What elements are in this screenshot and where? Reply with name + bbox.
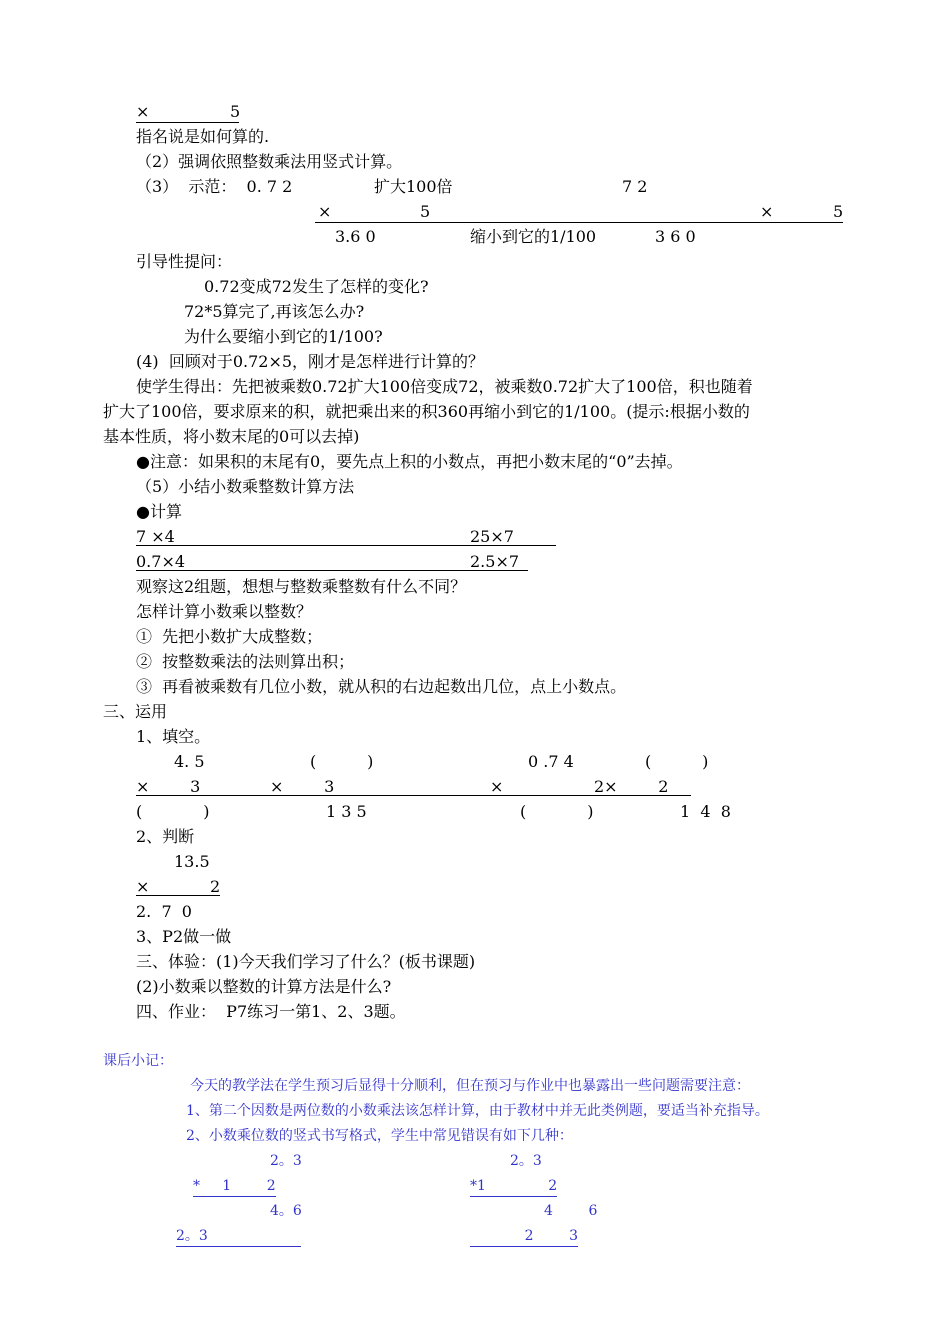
- example-value: 2 3: [470, 1226, 578, 1247]
- multiplier: 5: [230, 102, 241, 121]
- example-value: 4。6: [270, 1203, 302, 1219]
- text-line: 7 ×4: [136, 527, 175, 546]
- example-value: * 1 2: [193, 1176, 276, 1197]
- notes-title: 课后小记：: [103, 1053, 173, 1069]
- text-line: (2)小数乘以整数的计算方法是什么?: [136, 977, 392, 996]
- text-line: 0 .7 4: [528, 752, 574, 771]
- text-line: 72*5算完了,再该怎么办?: [184, 302, 365, 321]
- times-sign: ×: [760, 202, 774, 221]
- text-line: ② 按整数乘法的法则算出积；: [136, 652, 355, 671]
- example-value: 2。3: [510, 1153, 542, 1169]
- text-line: （3） 示范： 0. 7 2: [136, 177, 293, 196]
- text-line: 2× 2: [594, 777, 669, 796]
- text-line: 4. 5: [174, 752, 205, 771]
- text-line: × 3: [136, 777, 201, 796]
- text-line: (4) 回顾对于0.72×5，刚才是怎样进行计算的？: [136, 352, 485, 371]
- multiplier: 2: [210, 877, 221, 896]
- text-line: ×: [490, 777, 504, 796]
- text-line: 1、填空。: [136, 727, 211, 746]
- section-heading: 三、运用: [103, 702, 168, 721]
- text-line: 观察这2组题，想想与整数乘整数有什么不同？: [136, 577, 467, 596]
- text-line: 13.5: [174, 852, 210, 871]
- times-sign: ×: [136, 877, 150, 896]
- example-value: 2。3: [270, 1153, 302, 1169]
- text-line: 0.72变成72发生了怎样的变化?: [204, 277, 429, 296]
- text-line: ③ 再看被乘数有几位小数，就从积的右边起数出几位，点上小数点。: [136, 677, 627, 696]
- text-line: （5）小结小数乘整数计算方法: [136, 477, 355, 496]
- text-line: 2. 7 0: [136, 902, 192, 921]
- text-line: ( ): [136, 802, 210, 821]
- text-line: ( ): [520, 802, 594, 821]
- rule: [315, 222, 843, 223]
- notes-line: 今天的教学法在学生预习后显得十分顺利，但在预习与作业中也暴露出一些问题需要注意：: [190, 1078, 750, 1094]
- text-line: 7 2: [622, 177, 648, 196]
- text-line: ① 先把小数扩大成整数；: [136, 627, 323, 646]
- text-line: 三、体验：(1)今天我们学习了什么？(板书课题): [136, 952, 476, 971]
- text-line: 3、P2做一做: [136, 927, 232, 946]
- rule: [136, 545, 556, 546]
- text-line: 扩大了100倍，要求原来的积，就把乘出来的积360再缩小到它的1/100。(提示:根据小数的: [103, 402, 750, 421]
- text-line: 缩小到它的1/100: [470, 227, 597, 246]
- text-line: ●计算: [136, 502, 182, 521]
- text-line: 3.6 0: [335, 227, 376, 246]
- text-line: 引导性提问：: [136, 252, 233, 271]
- text-line: 四、作业： P7练习一第1、2、3题。: [136, 1002, 406, 1021]
- example-value: *1 2: [470, 1176, 557, 1197]
- notes-line: 1、第二个因数是两位数的小数乘法该怎样计算，由于教材中并无此类例题，要适当补充指导。: [186, 1103, 769, 1119]
- times-sign: ×: [318, 202, 332, 221]
- text-line: ( ): [310, 752, 374, 771]
- notes-line: 2、小数乘位数的竖式书写格式，学生中常见错误有如下几种：: [186, 1128, 573, 1144]
- rule: [136, 122, 239, 123]
- text-line: 指名说是如何算的.: [136, 127, 270, 146]
- text-line: 0.7×4: [136, 552, 186, 571]
- example-value: 2。3: [176, 1226, 301, 1247]
- text-line: ( ): [645, 752, 709, 771]
- text-line: 2.5×7: [470, 552, 520, 571]
- text-line: ●注意：如果积的末尾有0，要先点上积的小数点，再把小数末尾的“0”去掉。: [136, 452, 683, 471]
- text-line: （2）强调依照整数乘法用竖式计算。: [136, 152, 403, 171]
- text-line: 怎样计算小数乘以整数？: [136, 602, 313, 621]
- text-line: 25×7: [470, 527, 514, 546]
- example-value: 4 6: [544, 1203, 598, 1219]
- times-sign: ×: [136, 102, 150, 121]
- text-line: 1 4 8: [680, 802, 731, 821]
- rule: [136, 795, 691, 796]
- text-line: 2、判断: [136, 827, 195, 846]
- text-line: 3 6 0: [655, 227, 696, 246]
- multiplier: 5: [420, 202, 431, 221]
- text-line: 为什么要缩小到它的1/100?: [184, 327, 383, 346]
- rule: [136, 570, 528, 571]
- text-line: 1 3 5: [326, 802, 367, 821]
- text-line: × 3: [270, 777, 335, 796]
- rule: [136, 895, 220, 896]
- text-line: 扩大100倍: [374, 177, 453, 196]
- text-line: 基本性质，将小数末尾的0可以去掉): [103, 427, 360, 446]
- text-line: 使学生得出：先把被乘数0.72扩大100倍变成72，被乘数0.72扩大了100倍，积也随着: [136, 377, 753, 396]
- multiplier: 5: [833, 202, 844, 221]
